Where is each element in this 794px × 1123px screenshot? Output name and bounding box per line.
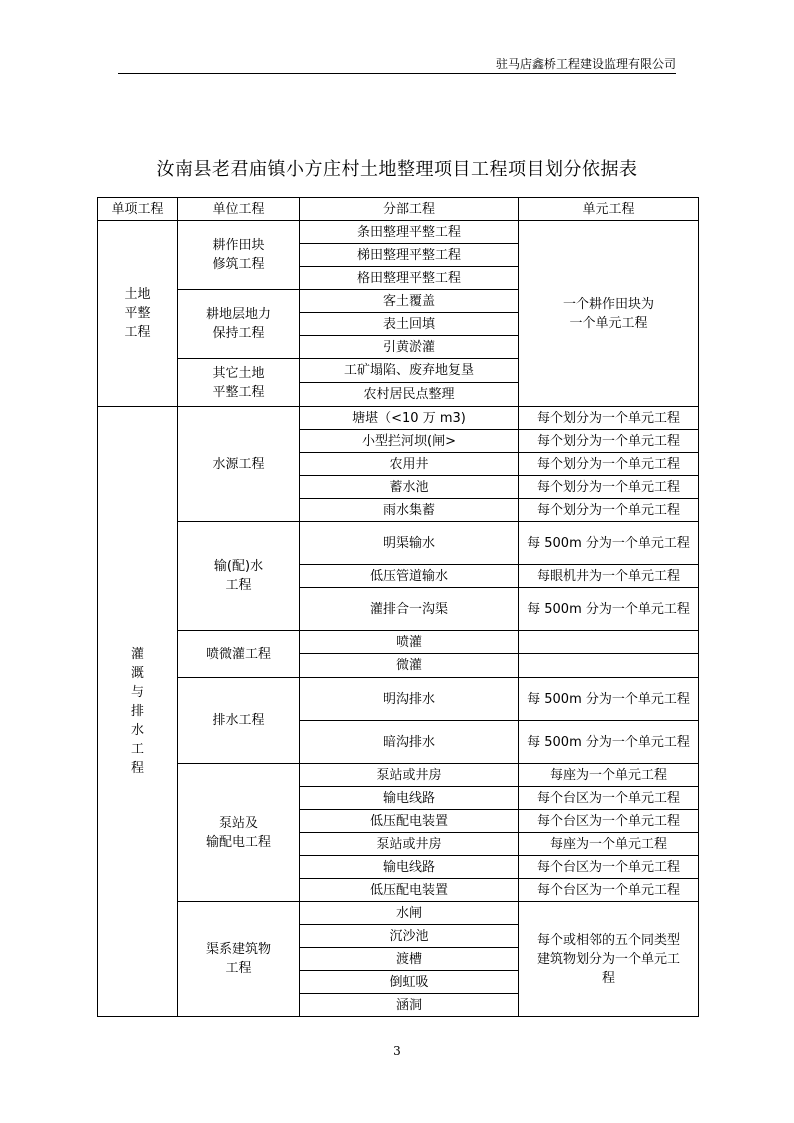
element-rule-cell: 每眼机井为一个单元工程	[519, 565, 699, 588]
sub-project-cell: 渡槽	[300, 948, 519, 971]
sub-project-cell: 条田整理平整工程	[300, 221, 519, 244]
sub-project-cell: 喷灌	[300, 631, 519, 654]
element-rule-cell: 每 500m 分为一个单元工程	[519, 721, 699, 764]
element-rule-cell: 每 500m 分为一个单元工程	[519, 588, 699, 631]
unit-project-drainage: 排水工程	[178, 678, 300, 764]
unit-project-pump-power: 泵站及 输配电工程	[178, 764, 300, 902]
sub-project-cell: 格田整理平整工程	[300, 267, 519, 290]
element-rule-cell: 每个台区为一个单元工程	[519, 856, 699, 879]
single-project-irrigation-drainage: 灌 溉 与 排 水 工 程	[98, 407, 178, 1017]
sub-project-cell: 水闸	[300, 902, 519, 925]
sub-project-cell: 客土覆盖	[300, 290, 519, 313]
unit-project-sprinkler: 喷微灌工程	[178, 631, 300, 678]
element-rule-cell: 每个划分为一个单元工程	[519, 476, 699, 499]
col-header-single-project: 单项工程	[98, 198, 178, 221]
element-rule-cell: 每个划分为一个单元工程	[519, 430, 699, 453]
header-company: 驻马店鑫桥工程建设监理有限公司	[495, 57, 676, 71]
unit-project-canal-structures: 渠系建筑物 工程	[178, 902, 300, 1017]
element-rule-cell	[519, 654, 699, 678]
unit-project-field-block: 耕作田块 修筑工程	[178, 221, 300, 290]
element-rule-canal-structures: 每个或相邻的五个同类型 建筑物划分为一个单元工 程	[519, 902, 699, 1017]
table-row	[98, 221, 699, 244]
single-project-land-leveling: 土地 平整 工程	[98, 221, 178, 407]
project-division-table	[97, 197, 699, 1017]
sub-project-cell: 引黄淤灌	[300, 336, 519, 359]
table-row	[98, 631, 699, 654]
element-rule-cell: 每个台区为一个单元工程	[519, 810, 699, 833]
sub-project-cell: 低压配电装置	[300, 879, 519, 902]
unit-project-water-conveyance: 输(配)水 工程	[178, 522, 300, 631]
element-rule-cell: 每个划分为一个单元工程	[519, 499, 699, 522]
table-header-row	[98, 198, 699, 221]
header-rule	[118, 73, 676, 74]
table-row	[98, 902, 699, 925]
unit-project-soil-fertility: 耕地层地力 保持工程	[178, 290, 300, 359]
unit-project-other-land: 其它土地 平整工程	[178, 359, 300, 407]
sub-project-cell: 农用井	[300, 453, 519, 476]
sub-project-cell: 雨水集蓄	[300, 499, 519, 522]
sub-project-cell: 灌排合一沟渠	[300, 588, 519, 631]
table-row	[98, 522, 699, 565]
table-row	[98, 678, 699, 721]
col-header-element-project: 单元工程	[519, 198, 699, 221]
unit-project-water-source: 水源工程	[178, 407, 300, 522]
sub-project-cell: 工矿塌陷、废弃地复垦	[300, 359, 519, 383]
element-rule-cell: 每 500m 分为一个单元工程	[519, 522, 699, 565]
element-rule-cell: 每座为一个单元工程	[519, 833, 699, 856]
element-rule-cell: 每个台区为一个单元工程	[519, 879, 699, 902]
sub-project-cell: 梯田整理平整工程	[300, 244, 519, 267]
element-rule-land-leveling: 一个耕作田块为 一个单元工程	[519, 221, 699, 407]
sub-project-cell: 沉沙池	[300, 925, 519, 948]
sub-project-cell: 蓄水池	[300, 476, 519, 499]
col-header-unit-project: 单位工程	[178, 198, 300, 221]
sub-project-cell: 输电线路	[300, 856, 519, 879]
sub-project-cell: 表土回填	[300, 313, 519, 336]
sub-project-cell: 输电线路	[300, 787, 519, 810]
sub-project-cell: 明渠输水	[300, 522, 519, 565]
sub-project-cell: 泵站或井房	[300, 833, 519, 856]
sub-project-cell: 低压配电装置	[300, 810, 519, 833]
element-rule-cell: 每个划分为一个单元工程	[519, 453, 699, 476]
sub-project-cell: 泵站或井房	[300, 764, 519, 787]
sub-project-cell: 暗沟排水	[300, 721, 519, 764]
table-row	[98, 407, 699, 430]
element-rule-cell: 每个划分为一个单元工程	[519, 407, 699, 430]
sub-project-cell: 塘堪（<10 万 m3)	[300, 407, 519, 430]
sub-project-cell: 小型拦河坝(闸>	[300, 430, 519, 453]
sub-project-cell: 低压管道输水	[300, 565, 519, 588]
sub-project-cell: 微灌	[300, 654, 519, 678]
col-header-sub-project: 分部工程	[300, 198, 519, 221]
sub-project-cell: 明沟排水	[300, 678, 519, 721]
sub-project-cell: 农村居民点整理	[300, 383, 519, 407]
element-rule-cell: 每座为一个单元工程	[519, 764, 699, 787]
table-row	[98, 764, 699, 787]
element-rule-cell: 每 500m 分为一个单元工程	[519, 678, 699, 721]
sub-project-cell: 倒虹吸	[300, 971, 519, 994]
element-rule-cell	[519, 631, 699, 654]
page-number: 3	[393, 1044, 401, 1058]
sub-project-cell: 涵洞	[300, 994, 519, 1017]
document-title: 汝南县老君庙镇小方庄村土地整理项目工程项目划分依据表	[156, 159, 638, 180]
element-rule-cell: 每个台区为一个单元工程	[519, 787, 699, 810]
